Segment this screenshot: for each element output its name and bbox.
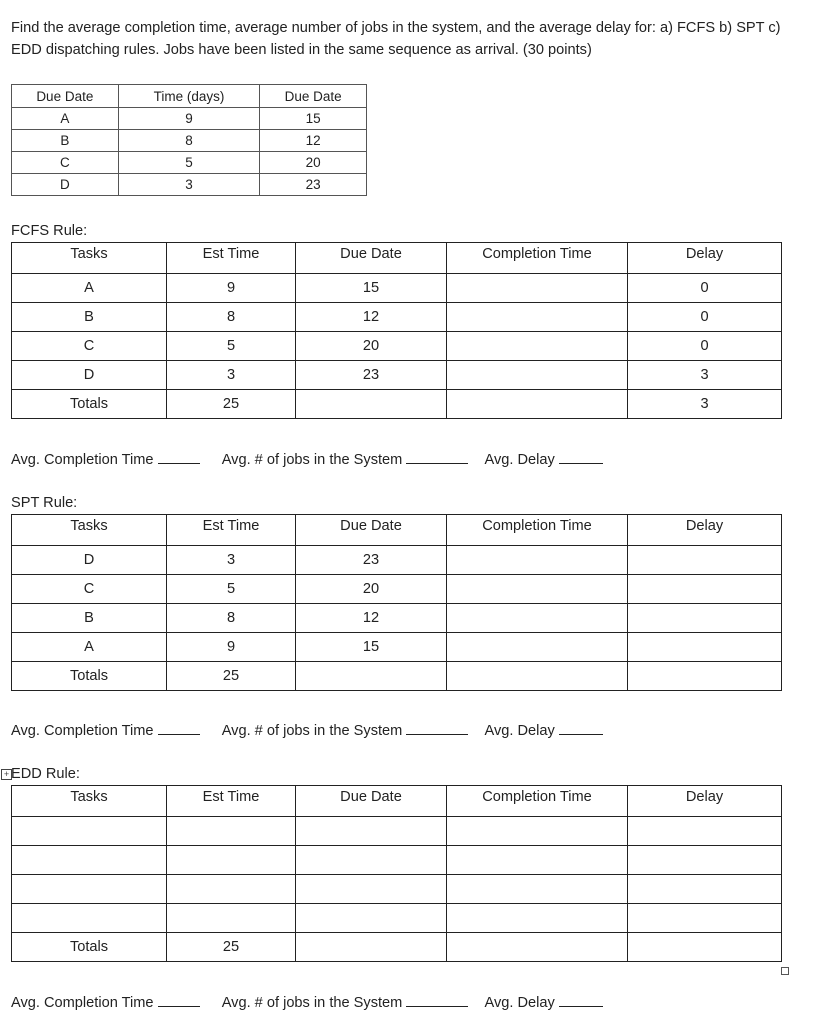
- input-table-header: [12, 85, 367, 108]
- totals-completion[interactable]: [447, 662, 628, 691]
- task-cell: D: [12, 546, 167, 575]
- delay-cell[interactable]: [628, 604, 782, 633]
- header-cell: Delay: [628, 786, 782, 817]
- due-date-cell: 12: [296, 604, 447, 633]
- move-handle-icon[interactable]: +: [1, 769, 12, 780]
- completion-cell[interactable]: [447, 846, 628, 875]
- totals-label: Totals: [12, 662, 167, 691]
- table-row: [12, 108, 367, 130]
- est-time-cell: 8: [167, 604, 296, 633]
- fcfs-averages: [11, 451, 603, 468]
- header-cell: Delay: [628, 243, 782, 274]
- task-cell: B: [12, 604, 167, 633]
- avg-jobs-label: Avg. # of jobs in the System: [221, 995, 403, 1011]
- table-cell: 9: [118, 108, 260, 130]
- question-text: Find the average completion time, average number of jobs in the system, and the average delay for: a) FCFS b) SPT c) EDD dispatching rules. Jobs have been listed in the same sequence as arrival. (30 points): [11, 20, 781, 58]
- resize-handle-icon[interactable]: [781, 967, 789, 975]
- due-date-cell[interactable]: [296, 846, 447, 875]
- input-table: [11, 84, 367, 196]
- spt-header-row: [12, 515, 782, 546]
- totals-due-date: [296, 390, 447, 419]
- avg-delay-blank[interactable]: [559, 722, 603, 735]
- header-cell: Completion Time: [447, 515, 628, 546]
- task-cell: A: [12, 274, 167, 303]
- header-cell: Due Date: [12, 85, 119, 108]
- task-cell: B: [12, 303, 167, 332]
- header-cell: Due Date: [260, 85, 367, 108]
- avg-completion-blank[interactable]: [158, 451, 200, 464]
- table-row: [12, 303, 782, 332]
- totals-row: [12, 933, 782, 962]
- avg-completion-blank[interactable]: [158, 722, 200, 735]
- table-cell: B: [12, 130, 119, 152]
- table-row: [12, 130, 367, 152]
- table-row: [12, 633, 782, 662]
- header-cell: Due Date: [296, 243, 447, 274]
- due-date-cell[interactable]: [296, 904, 447, 933]
- totals-label: Totals: [12, 933, 167, 962]
- totals-row: [12, 662, 782, 691]
- completion-cell[interactable]: [447, 817, 628, 846]
- totals-delay: 3: [628, 390, 782, 419]
- totals-est-time: 25: [167, 662, 296, 691]
- header-cell: Est Time: [167, 786, 296, 817]
- completion-cell[interactable]: [447, 904, 628, 933]
- totals-row: [12, 390, 782, 419]
- header-cell: Tasks: [12, 515, 167, 546]
- header-cell: Completion Time: [447, 243, 628, 274]
- header-cell: Tasks: [12, 786, 167, 817]
- table-row: [12, 817, 782, 846]
- task-cell[interactable]: [12, 904, 167, 933]
- est-time-cell: 8: [167, 303, 296, 332]
- due-date-cell[interactable]: [296, 817, 447, 846]
- table-row: [12, 174, 367, 196]
- due-date-cell: 12: [296, 303, 447, 332]
- table-cell: 23: [260, 174, 367, 196]
- task-cell: C: [12, 332, 167, 361]
- table-cell: A: [12, 108, 119, 130]
- table-row: [12, 875, 782, 904]
- table-row: [12, 904, 782, 933]
- delay-cell[interactable]: [628, 633, 782, 662]
- table-row: [12, 575, 782, 604]
- table-cell: C: [12, 152, 119, 174]
- delay-cell[interactable]: [628, 575, 782, 604]
- edd-header-row: [12, 786, 782, 817]
- avg-jobs-blank[interactable]: [406, 722, 468, 735]
- header-cell: Due Date: [296, 786, 447, 817]
- est-time-cell[interactable]: [167, 875, 296, 904]
- est-time-cell[interactable]: [167, 846, 296, 875]
- table-row: [12, 332, 782, 361]
- table-cell: 8: [118, 130, 260, 152]
- spt-title: SPT Rule:: [11, 495, 78, 511]
- task-cell: A: [12, 633, 167, 662]
- delay-cell: 0: [628, 303, 782, 332]
- fcfs-table: [11, 242, 782, 419]
- est-time-cell[interactable]: [167, 904, 296, 933]
- est-time-cell: 5: [167, 575, 296, 604]
- avg-completion-label: Avg. Completion Time: [11, 995, 154, 1011]
- table-row: [12, 361, 782, 390]
- avg-delay-blank[interactable]: [559, 994, 603, 1007]
- avg-delay-label: Avg. Delay: [484, 452, 555, 468]
- task-cell[interactable]: [12, 846, 167, 875]
- avg-jobs-blank[interactable]: [406, 994, 468, 1007]
- completion-cell[interactable]: [447, 604, 628, 633]
- avg-jobs-blank[interactable]: [406, 451, 468, 464]
- delay-cell[interactable]: [628, 875, 782, 904]
- table-cell: 12: [260, 130, 367, 152]
- edd-table: [11, 785, 782, 962]
- header-cell: Due Date: [296, 515, 447, 546]
- completion-cell[interactable]: [447, 303, 628, 332]
- table-cell: 3: [118, 174, 260, 196]
- totals-delay[interactable]: [628, 662, 782, 691]
- avg-jobs-label: Avg. # of jobs in the System: [221, 452, 403, 468]
- est-time-cell: 5: [167, 332, 296, 361]
- est-time-cell: 9: [167, 274, 296, 303]
- completion-cell[interactable]: [447, 274, 628, 303]
- table-row: [12, 274, 782, 303]
- fcfs-header-row: [12, 243, 782, 274]
- header-cell: Tasks: [12, 243, 167, 274]
- due-date-cell: 15: [296, 274, 447, 303]
- est-time-cell: 9: [167, 633, 296, 662]
- est-time-cell[interactable]: [167, 817, 296, 846]
- table-cell: 5: [118, 152, 260, 174]
- due-date-cell: 20: [296, 575, 447, 604]
- task-cell: D: [12, 361, 167, 390]
- delay-cell[interactable]: [628, 904, 782, 933]
- spt-averages: [11, 722, 603, 739]
- completion-cell[interactable]: [447, 633, 628, 662]
- due-date-cell: 23: [296, 546, 447, 575]
- due-date-cell: 15: [296, 633, 447, 662]
- delay-cell: 0: [628, 274, 782, 303]
- table-cell: D: [12, 174, 119, 196]
- totals-label: Totals: [12, 390, 167, 419]
- completion-cell[interactable]: [447, 361, 628, 390]
- completion-cell[interactable]: [447, 575, 628, 604]
- due-date-cell: 23: [296, 361, 447, 390]
- totals-completion[interactable]: [447, 933, 628, 962]
- completion-cell[interactable]: [447, 546, 628, 575]
- completion-cell[interactable]: [447, 332, 628, 361]
- table-cell: 15: [260, 108, 367, 130]
- table-row: [12, 152, 367, 174]
- table-row: [12, 846, 782, 875]
- task-cell[interactable]: [12, 875, 167, 904]
- completion-cell[interactable]: [447, 875, 628, 904]
- est-time-cell: 3: [167, 361, 296, 390]
- header-cell: Time (days): [118, 85, 260, 108]
- delay-cell[interactable]: [628, 546, 782, 575]
- delay-cell: 3: [628, 361, 782, 390]
- avg-delay-blank[interactable]: [559, 451, 603, 464]
- due-date-cell[interactable]: [296, 875, 447, 904]
- header-cell: Completion Time: [447, 786, 628, 817]
- avg-delay-label: Avg. Delay: [484, 723, 555, 739]
- edd-title: EDD Rule:: [11, 766, 80, 782]
- task-cell: C: [12, 575, 167, 604]
- task-cell[interactable]: [12, 817, 167, 846]
- avg-jobs-label: Avg. # of jobs in the System: [221, 723, 403, 739]
- spt-table: [11, 514, 782, 691]
- avg-completion-label: Avg. Completion Time: [11, 723, 154, 739]
- totals-est-time: 25: [167, 390, 296, 419]
- totals-due-date: [296, 662, 447, 691]
- table-row: [12, 546, 782, 575]
- fcfs-title: FCFS Rule:: [11, 223, 88, 239]
- delay-cell[interactable]: [628, 817, 782, 846]
- avg-completion-blank[interactable]: [158, 994, 200, 1007]
- totals-est-time: 25: [167, 933, 296, 962]
- avg-delay-label: Avg. Delay: [484, 995, 555, 1011]
- est-time-cell: 3: [167, 546, 296, 575]
- totals-due-date[interactable]: [296, 933, 447, 962]
- header-cell: Est Time: [167, 243, 296, 274]
- avg-completion-label: Avg. Completion Time: [11, 452, 154, 468]
- table-row: [12, 604, 782, 633]
- header-cell: Delay: [628, 515, 782, 546]
- totals-delay[interactable]: [628, 933, 782, 962]
- table-cell: 20: [260, 152, 367, 174]
- due-date-cell: 20: [296, 332, 447, 361]
- delay-cell[interactable]: [628, 846, 782, 875]
- header-cell: Est Time: [167, 515, 296, 546]
- delay-cell: 0: [628, 332, 782, 361]
- edd-averages: [11, 994, 603, 1011]
- totals-completion[interactable]: [447, 390, 628, 419]
